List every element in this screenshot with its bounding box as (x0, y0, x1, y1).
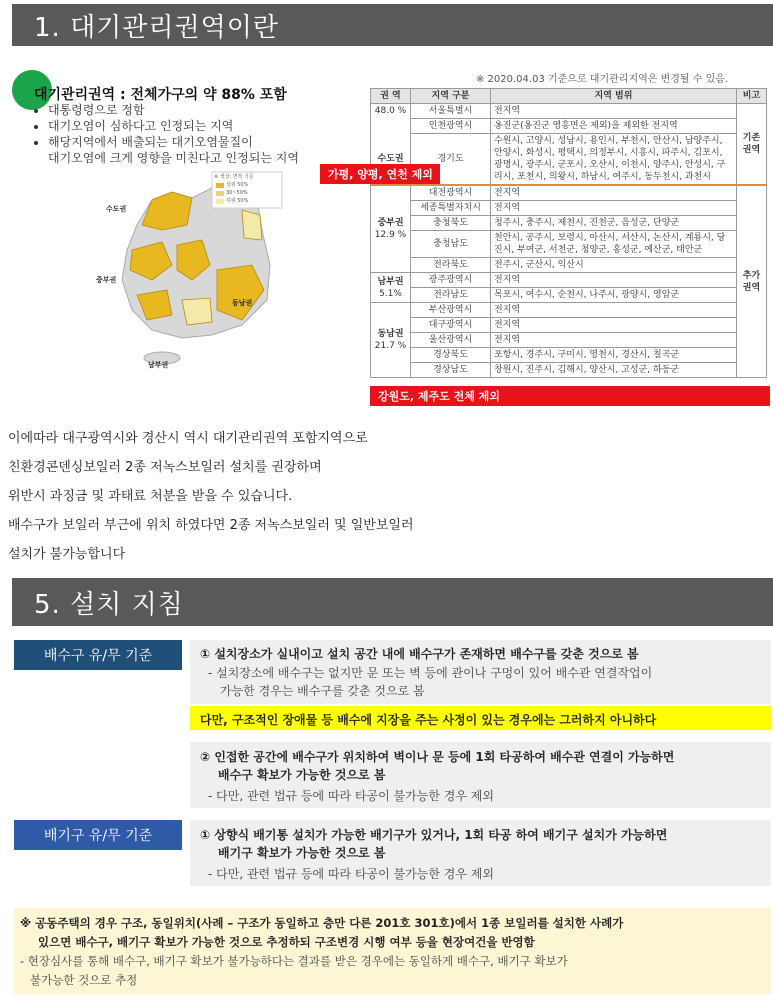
table-row: 48.0 % 서울특별시 전지역 기존 권역 (371, 104, 767, 119)
table-row: 전라남도 목포시, 여수시, 순천시, 나주시, 광양시, 영암군 (371, 288, 767, 303)
table-row: 경상남도 창원시, 진주시, 김해시, 양산시, 고성군, 하동군 (371, 363, 767, 378)
map-label: 중부권 (96, 276, 117, 284)
table-row: 수도권 경기도 수원시, 고양시, 성남시, 용인시, 부천시, 안산시, 남양주시, 안양시, 화성시, 평택시, 의정부시, 시흥시, 파주시, 김포시, 광명시, 광주시, 군포시, 오산시, 이천시, 양주시, 안성시, 구리시, 포천시, 의왕시, 하남시, 여주시, 동두천시, 과천시 (371, 134, 767, 186)
table-row: 남부권 5.1% 광주광역시 전지역 (371, 273, 767, 288)
bullet-item: • 해당지역에서 배출되는 대기오염물질이 대기오염에 크게 영향을 미친다고 인정되는 지역 (48, 134, 378, 166)
table-row: 대구광역시 전지역 (371, 318, 767, 333)
bullet-item: • 대통령령으로 정함 (48, 102, 378, 118)
map-label: 동남권 (232, 299, 253, 307)
map-label: 수도권 (106, 205, 127, 213)
definition-bullets (28, 102, 378, 166)
region-table (370, 88, 767, 378)
table-header-row: 권 역 지역 구분 지역 범위 비고 (371, 89, 767, 104)
table-row: 울산광역시 전지역 (371, 333, 767, 348)
section-title: 5. 설치 지침 (34, 589, 184, 620)
note-added: 추가 권역 (737, 185, 767, 378)
table-row: 충청북도 청주시, 충주시, 제천시, 진천군, 음성군, 단양군 (371, 216, 767, 231)
drain-item-1-sub: - 설치장소에 배수구는 없지만 문 또는 벽 등에 관이나 구멍이 있어 배수관 연결작업이 가능한 경우는 배수구를 갖춘 것으로 봄 (208, 666, 653, 698)
gyeonggi-exclusion-label: 가평, 양평, 연천 제외 (320, 164, 440, 184)
exhaust-criteria-label: 배기구 유/무 기준 (14, 820, 182, 850)
definition-heading: 대기관리권역 : 전체가구의 약 88% 포함 (34, 87, 287, 103)
drain-criteria-label: 배수구 유/무 기준 (14, 640, 182, 670)
footnote-text: ※ 공동주택의 경우 구조, 동일위치(사례 – 구조가 동일하고 층만 다른 201호 301호)에서 1종 보일러를 설치한 사례가 있으면 배수구, 배기구 확보가 가능한 것으로 추정하되 구조변경 시행 여부 등을 현장여건을 반영함 - 현장심사를 통해 배수구, 배기구 확보가 불가능하다는 결과를 받은 경우에는 동일하게 배수구, 배기구 확보가 불가능한 것으로 추정 (20, 916, 624, 987)
drain-highlight: 다만, 구조적인 장애물 등 배수에 지장을 주는 사정이 있는 경우에는 그러하지 아니하다 (190, 706, 771, 730)
exhaust-item-1-sub: - 다만, 관련 법규 등에 따라 타공이 불가능한 경우 제외 (208, 867, 494, 881)
map-label: 남부권 (148, 361, 169, 369)
note-existing: 기존 권역 (737, 104, 767, 186)
map-legend-text: ※ 색상: 면적 기준 상위 50% 30~50% 하위 50% (214, 174, 254, 204)
date-note: ※ 2020.04.03 기준으로 대기관리지역은 변경될 수 있음. (476, 74, 729, 85)
table-row: 동남권 21.7 % 부산광역시 전지역 (371, 303, 767, 318)
table-row: 중부권 12.9 % 대전광역시 전지역 추가 권역 (371, 185, 767, 201)
gangwon-exclusion-label: 강원도, 제주도 전체 제외 (370, 386, 770, 406)
exhaust-item-1: ① 상향식 배기통 설치가 가능한 배기구가 있거나, 1회 타공 하여 배기구 설치가 가능하면 배기구 확보가 가능한 것으로 봄 (200, 828, 668, 860)
table-row: 경상북도 포항시, 경주시, 구미시, 영천시, 경산시, 칠곡군 (371, 348, 767, 363)
drain-item-2: ② 인접한 공간에 배수구가 위치하여 벽이나 문 등에 1회 타공하여 배수관 연결이 가능하면 배수구 확보가 가능한 것으로 봄 (200, 750, 675, 782)
section-header (12, 4, 773, 46)
body-paragraph: 이에따라 대구광역시와 경산시 역시 대기관리권역 포함지역으로 친환경콘덴싱보일러 2종 저녹스보일러 설치를 권장하며 위반시 과징금 및 과태료 처분을 받을 수 있습니다. 배수구가 보일러 부근에 위치 하였다면 2종 저녹스보일러 및 일반보일러 설치가 불가능합니다 (8, 431, 414, 562)
table-row: 인천광역시 옹진군(옹진군 영흥면은 제외)을 제외한 전지역 (371, 119, 767, 134)
section-title: 1. 대기관리권역이란 (34, 12, 279, 43)
table-row: 충청남도 천안시, 공주시, 보령시, 아산시, 서산시, 논산시, 계룡시, 당진시, 부여군, 서천군, 청양군, 홍성군, 예산군, 태안군 (371, 231, 767, 258)
bullet-item: • 대기오염이 심하다고 인정되는 지역 (48, 118, 378, 134)
korea-map (92, 170, 308, 370)
drain-item-1: ① 설치장소가 실내이고 설치 공간 내에 배수구가 존재하면 배수구를 갖춘 것으로 봄 (200, 647, 639, 661)
section-header (12, 578, 773, 626)
drain-item-2-sub: - 다만, 관련 법규 등에 따라 타공이 불가능한 경우 제외 (208, 789, 494, 803)
table-row: 전라북도 전주시, 군산시, 익산시 (371, 258, 767, 273)
table-row: 세종특별자치시 전지역 (371, 201, 767, 216)
